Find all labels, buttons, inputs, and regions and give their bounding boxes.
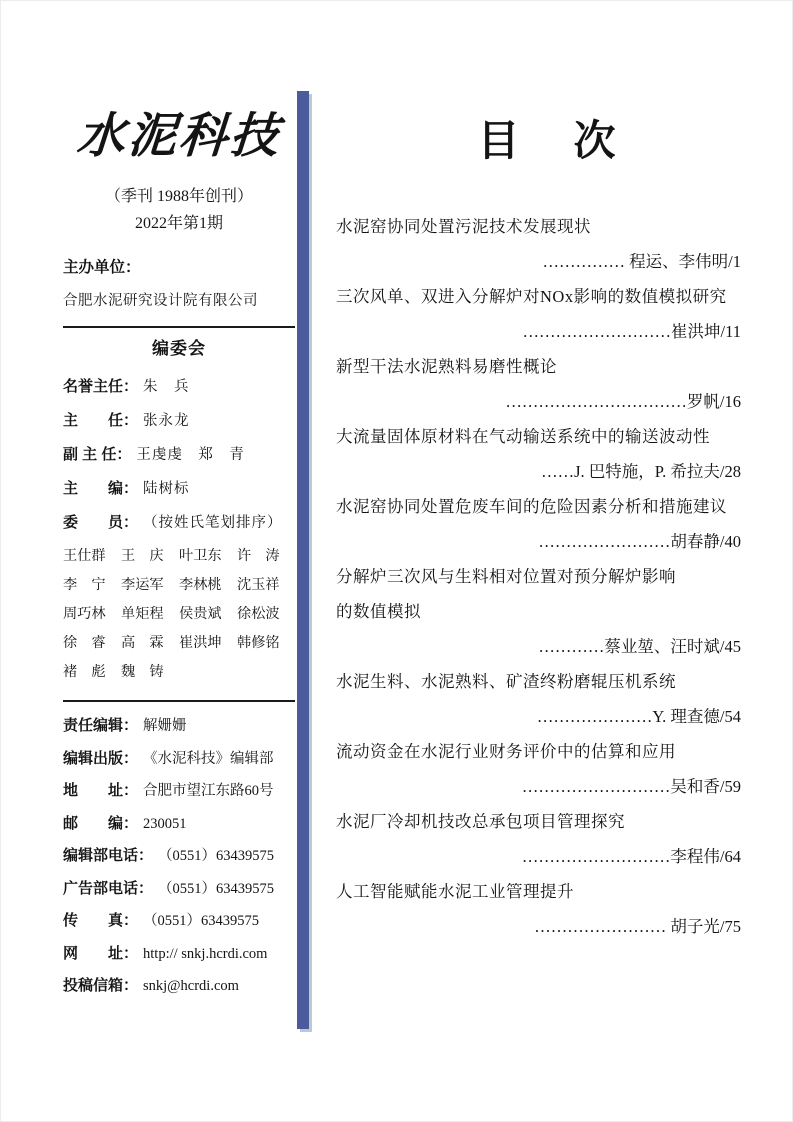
toc-entry xyxy=(336,489,763,559)
toc-page-number: /75 xyxy=(719,917,741,936)
role-label: 主 任： xyxy=(63,412,139,429)
info-row xyxy=(63,775,295,808)
toc-entry xyxy=(336,559,763,664)
info-row xyxy=(63,970,295,1003)
section-divider-top xyxy=(63,326,295,328)
toc-entry xyxy=(336,664,763,734)
info-value: （0551）63439575 xyxy=(143,913,260,929)
toc-entry-title: 水泥窑协同处置污泥技术发展现状 xyxy=(336,217,591,236)
toc-leader-dots: ………… xyxy=(538,637,605,656)
board-role-row xyxy=(63,506,295,540)
toc-entry-title-line2: 的数值模拟 xyxy=(336,602,421,621)
role-label: 名誉主任： xyxy=(63,378,139,395)
editorial-board-heading: 编委会 xyxy=(152,339,206,358)
toc-leader-dots: …………… xyxy=(542,252,630,271)
toc-entry-byline xyxy=(336,769,763,804)
info-label: 广告部电话： xyxy=(63,879,154,897)
editorial-board-section xyxy=(63,336,295,687)
sponsor-name: 合肥水泥研究设计院有限公司 xyxy=(63,293,258,309)
role-value: （按姓氏笔划排序） xyxy=(143,515,283,531)
toc-authors: 罗帆 xyxy=(686,392,720,411)
info-label: 编辑部电话： xyxy=(63,847,154,864)
info-row xyxy=(63,808,295,841)
info-value: （0551）63439575 xyxy=(158,848,275,864)
member-name: 魏 铸 xyxy=(121,664,164,680)
sponsor-label: 主办单位： xyxy=(63,259,141,276)
toc-leader-dots: ………………… xyxy=(536,707,653,726)
toc-page-number: /1 xyxy=(728,252,741,271)
toc-authors: J. 巴特施，P. 希拉夫 xyxy=(574,462,720,481)
role-label: 委 员： xyxy=(63,514,139,531)
member-name: 李运军 xyxy=(121,577,164,593)
toc-authors: 胡春静 xyxy=(670,532,720,551)
member-name: 王 庆 xyxy=(121,548,164,564)
info-label: 网 址： xyxy=(63,944,139,962)
member-name: 沈玉祥 xyxy=(237,577,280,593)
toc-authors: 李程伟 xyxy=(670,847,720,866)
toc-entry-byline xyxy=(336,629,763,664)
table-of-contents xyxy=(336,113,763,944)
info-value: 合肥市望江东路60号 xyxy=(143,783,274,799)
info-value: 解姗姗 xyxy=(143,718,187,734)
toc-leader-dots: …………………… xyxy=(534,917,671,936)
toc-leader-dots: …………………………… xyxy=(505,392,687,411)
toc-entry xyxy=(336,209,763,279)
toc-entry-title: 新型干法水泥熟料易磨性概论 xyxy=(336,357,557,376)
role-label: 主 编： xyxy=(63,480,139,497)
board-role-row xyxy=(63,404,295,438)
toc-page-number: /64 xyxy=(719,847,741,866)
toc-page-number: /54 xyxy=(719,707,741,726)
member-name: 李林桃 xyxy=(179,577,222,593)
member-name: 徐 睿 xyxy=(63,635,106,651)
role-value: 王虔虔 郑 青 xyxy=(136,447,245,463)
toc-entry-byline xyxy=(336,699,763,734)
member-name: 单矩程 xyxy=(121,606,164,622)
member-name: 韩修铭 xyxy=(237,635,280,651)
board-role-row xyxy=(63,472,295,506)
toc-entry-title: 大流量固体原材料在气动输送系统中的输送波动性 xyxy=(336,427,710,446)
info-label: 地 址： xyxy=(63,782,139,799)
toc-entry xyxy=(336,804,763,874)
info-row xyxy=(63,710,295,743)
toc-page-number: /45 xyxy=(719,637,741,656)
role-value: 陆树标 xyxy=(143,481,190,497)
vertical-divider-bar xyxy=(297,91,309,1029)
info-value: 《水泥科技》编辑部 xyxy=(143,750,274,767)
info-row xyxy=(63,905,295,938)
member-name: 徐松波 xyxy=(237,606,280,622)
info-label: 编辑出版： xyxy=(63,749,139,767)
board-members-grid xyxy=(63,542,295,687)
journal-title: 水泥科技 xyxy=(75,108,283,164)
info-value: 230051 xyxy=(143,815,187,832)
journal-subtitle: （季刊 1988年创刊） xyxy=(104,188,253,205)
toc-leader-dots: ……………………… xyxy=(522,322,672,341)
toc-entry xyxy=(336,349,763,419)
info-row xyxy=(63,743,295,776)
member-name: 褚 彪 xyxy=(63,664,106,680)
info-label: 责任编辑： xyxy=(63,717,139,734)
info-label: 投稿信箱： xyxy=(63,977,139,994)
member-name: 李 宁 xyxy=(63,577,106,593)
toc-entry-byline xyxy=(336,524,763,559)
member-name: 侯贵斌 xyxy=(179,606,222,622)
toc-page-number: /40 xyxy=(719,532,741,551)
toc-leader-dots: ……………………… xyxy=(521,847,671,866)
toc-entry-byline xyxy=(336,454,763,489)
info-row xyxy=(63,840,295,873)
board-role-row xyxy=(63,438,295,472)
member-name: 王仕群 xyxy=(63,548,106,564)
publication-info-section xyxy=(63,710,295,1003)
member-name: 崔洪坤 xyxy=(179,635,222,651)
info-row xyxy=(63,938,295,971)
toc-leader-dots: ……………………… xyxy=(521,777,671,796)
toc-entry-title: 水泥生料、水泥熟料、矿渣终粉磨辊压机系统 xyxy=(336,672,676,691)
toc-page-number: /59 xyxy=(719,777,741,796)
toc-page-number: /16 xyxy=(719,392,741,411)
website-url: http:// snkj.hcrdi.com xyxy=(143,945,268,962)
toc-entry-title: 三次风单、双进入分解炉对NOx影响的数值模拟研究 xyxy=(336,287,727,306)
left-column xyxy=(63,101,295,1003)
toc-authors: 胡子光 xyxy=(670,917,720,936)
toc-leader-dots: …… xyxy=(541,462,575,481)
role-value: 朱 兵 xyxy=(143,379,190,395)
info-row xyxy=(63,873,295,906)
toc-leader-dots: …………………… xyxy=(538,532,671,551)
toc-authors: Y. 理查德 xyxy=(652,707,720,726)
toc-entry-title: 水泥厂冷却机技改总承包项目管理探究 xyxy=(336,812,625,831)
toc-page-number: /11 xyxy=(720,322,741,341)
info-label: 传 真： xyxy=(63,912,139,929)
issue-number: 2022年第1期 xyxy=(134,215,223,232)
toc-entry-title: 人工智能赋能水泥工业管理提升 xyxy=(336,882,574,901)
toc-entry-title: 水泥窑协同处置危废车间的危险因素分析和措施建议 xyxy=(336,497,727,516)
info-label: 邮 编： xyxy=(63,814,139,832)
toc-entry-title: 分解炉三次风与生料相对位置对预分解炉影响 xyxy=(336,567,676,586)
toc-entry xyxy=(336,279,763,349)
toc-page-number: /28 xyxy=(719,462,741,481)
info-value: （0551）63439575 xyxy=(158,880,275,897)
toc-authors: 吴和香 xyxy=(670,777,720,796)
toc-entry-byline xyxy=(336,839,763,874)
member-name: 周巧林 xyxy=(63,606,106,622)
member-name: 叶卫东 xyxy=(179,548,222,564)
submission-email: snkj@hcrdi.com xyxy=(143,978,239,994)
member-name: 许 涛 xyxy=(237,548,280,564)
member-name: 高 霖 xyxy=(121,635,164,651)
toc-entry-title: 流动资金在水泥行业财务评价中的估算和应用 xyxy=(336,742,676,761)
toc-entry xyxy=(336,419,763,489)
section-divider-bottom xyxy=(63,700,295,702)
toc-entry xyxy=(336,734,763,804)
toc-authors: 崔洪坤 xyxy=(671,322,721,341)
toc-entry-byline xyxy=(336,314,763,349)
role-value: 张永龙 xyxy=(143,413,190,429)
board-role-row xyxy=(63,370,295,404)
toc-heading: 目 次 xyxy=(477,116,622,165)
role-label: 副 主 任： xyxy=(63,446,132,463)
toc-entry xyxy=(336,874,763,944)
toc-entry-byline xyxy=(336,909,763,944)
toc-authors: 程运、李伟明 xyxy=(629,252,729,271)
toc-entry-byline xyxy=(336,384,763,419)
toc-authors: 蔡业堃、汪时斌 xyxy=(604,637,720,656)
toc-entry-byline xyxy=(336,244,763,279)
